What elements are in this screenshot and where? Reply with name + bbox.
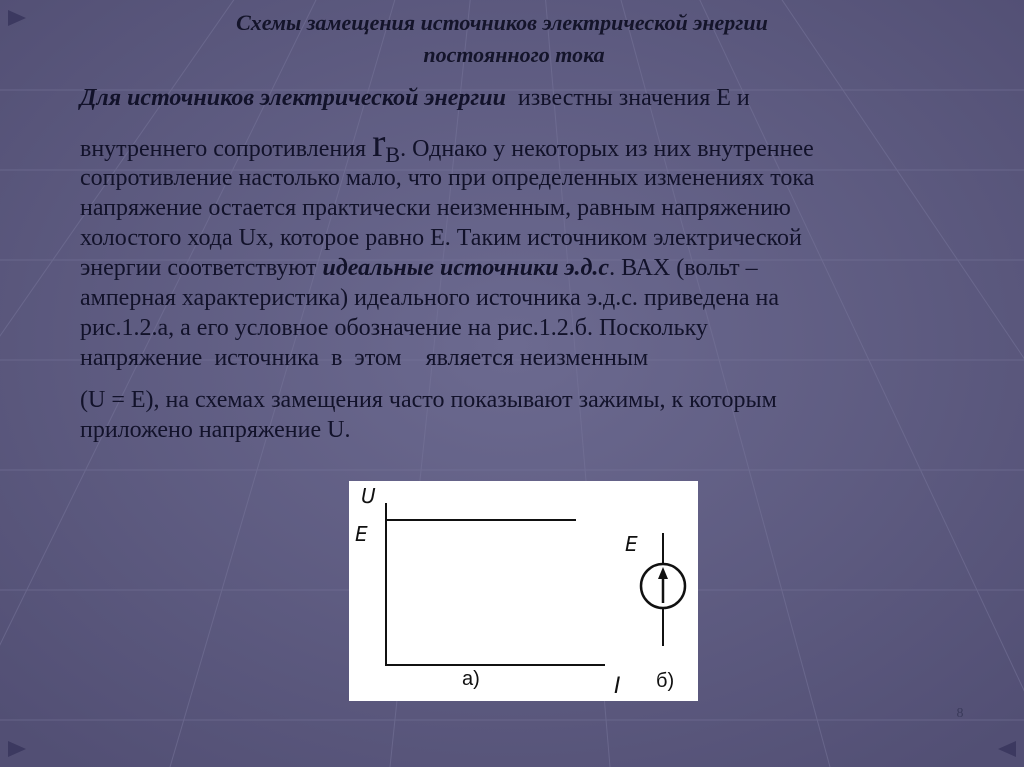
figure-1-2	[349, 481, 698, 701]
paragraph-line-9: напряжение источника в этом является неизменным	[80, 345, 649, 371]
paragraph-line-7: амперная характеристика) идеального источника э.д.с. приведена на	[80, 285, 779, 311]
i-axis-label: I	[614, 674, 621, 699]
text-segment: . Однако у некоторых из них внутреннее	[400, 136, 814, 162]
text-segment: энергии соответствуют	[80, 255, 323, 281]
text-segment: . ВАХ (вольт –	[609, 255, 758, 281]
paragraph-line-5: холостого хода Uх, которое равно Е. Таким источником электрической	[80, 225, 802, 251]
source-e-label: E	[625, 532, 638, 556]
caption-a: а)	[462, 668, 480, 690]
lead-phrase: Для источников электрической энергии	[80, 85, 506, 111]
paragraph-line-3: сопротивление настолько мало, что при определенных изменениях тока	[80, 165, 815, 191]
paragraph-line-6	[80, 254, 980, 283]
text-segment: известны значения Е и	[505, 85, 750, 111]
paragraph2-line-2: приложено напряжение U.	[80, 417, 351, 443]
u-axis-label: U	[361, 484, 376, 508]
text-segment: внутреннего сопротивления	[80, 136, 373, 162]
voltage-source-symbol	[641, 533, 685, 646]
resistance-subscript: В	[385, 142, 401, 167]
e-axis-label: E	[355, 522, 368, 546]
ideal-sources-phrase: идеальные источники э.д.с	[322, 255, 610, 281]
page-number: 8	[956, 706, 964, 721]
paragraph-line-4: напряжение остается практически неизменным, равным напряжению	[80, 195, 791, 221]
slide-title: Схемы замещения источников электрической энергии	[236, 10, 768, 35]
paragraph2-line-1: (U = Е), на схемах замещения часто показывают зажимы, к которым	[80, 387, 777, 413]
figure-drawing	[349, 481, 698, 701]
caption-b: б)	[656, 670, 675, 692]
resistance-symbol: r	[372, 120, 386, 165]
paragraph-line-8: рис.1.2.а, а его условное обозначение на рис.1.2.б. Поскольку	[80, 315, 708, 341]
slide-title-line2: постоянного тока	[423, 42, 605, 67]
vac-axes	[386, 503, 605, 666]
paragraph-line-1	[80, 84, 980, 113]
